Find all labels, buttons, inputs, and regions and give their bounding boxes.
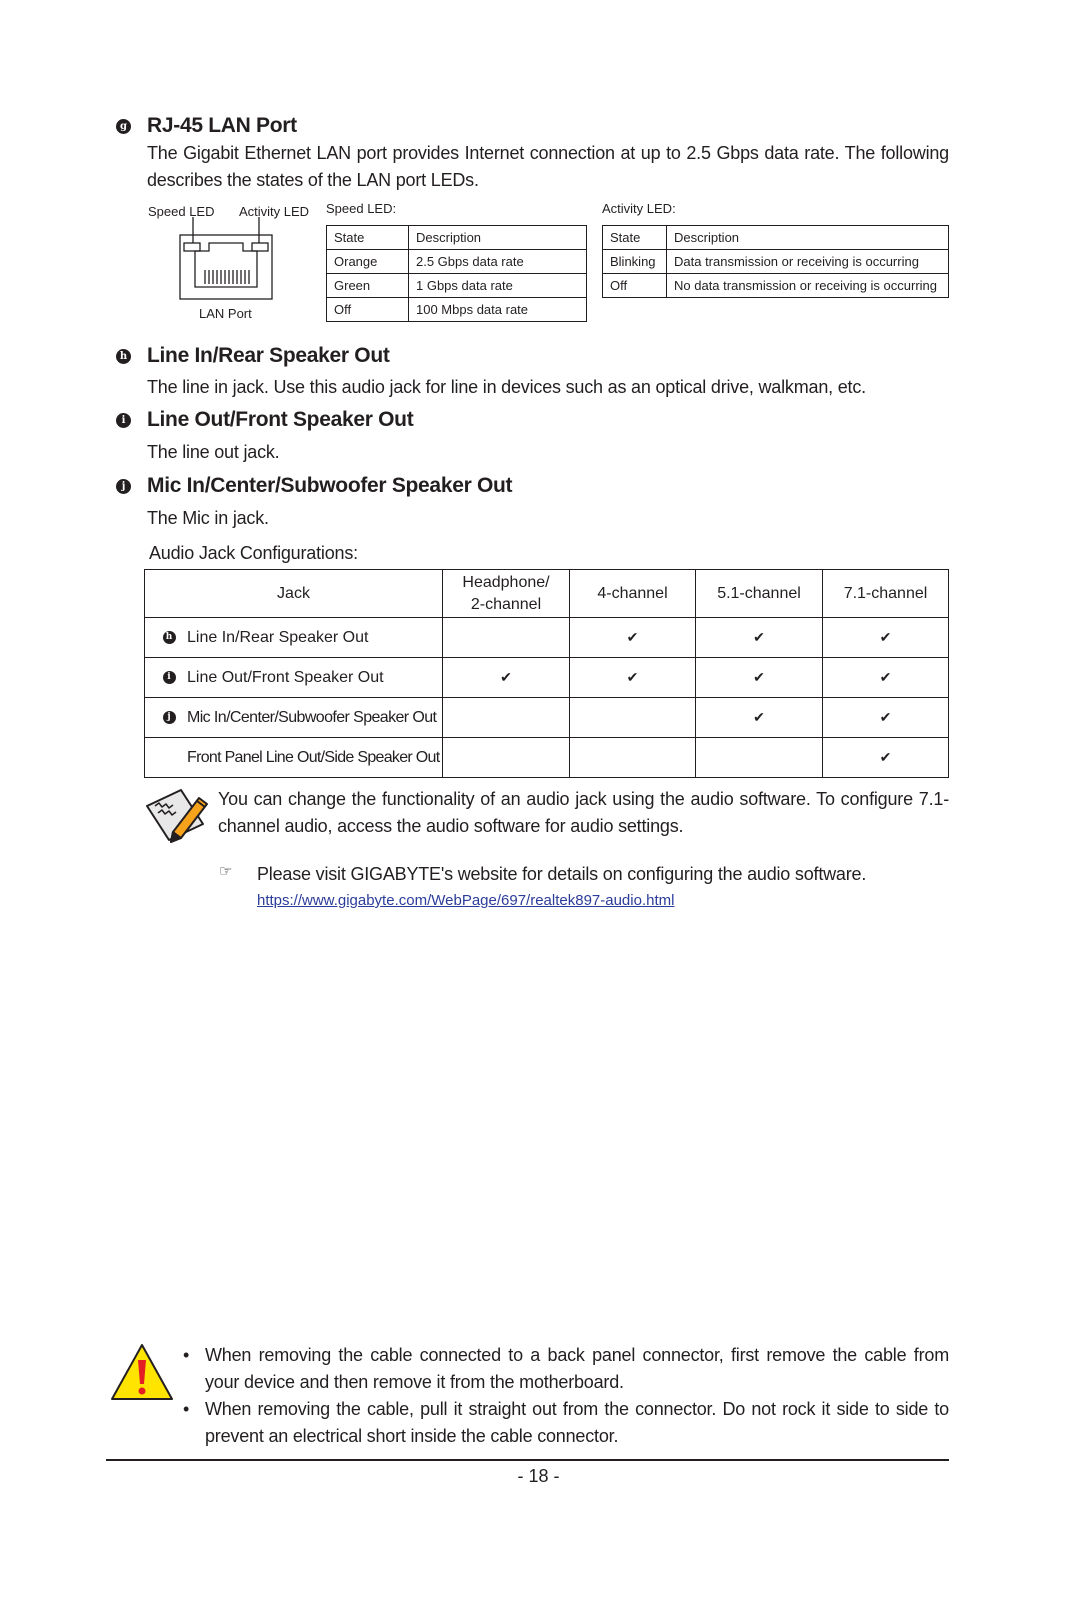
section-marker-h: h	[116, 349, 131, 364]
table-header-row	[145, 570, 949, 618]
check-cell	[696, 738, 823, 778]
check-cell: ✔	[823, 618, 949, 658]
section-marker-j: j	[116, 479, 131, 494]
table-row	[145, 618, 949, 658]
check-cell: ✔	[696, 698, 823, 738]
table-row	[327, 250, 587, 274]
description-cell: No data transmission or receiving is occurring	[667, 274, 949, 298]
line-in-description: The line in jack. Use this audio jack for line in devices such as an optical drive, walkman, etc.	[147, 377, 866, 397]
line-out-title: Line Out/Front Speaker Out	[147, 408, 414, 431]
check-cell: ✔	[443, 658, 570, 698]
mic-in-title: Mic In/Center/Subwoofer Speaker Out	[147, 474, 513, 497]
table-row	[145, 698, 949, 738]
description-cell: 2.5 Gbps data rate	[409, 250, 587, 274]
header-cell: State	[603, 226, 667, 250]
check-cell	[443, 698, 570, 738]
state-cell: Off	[327, 298, 409, 322]
lan-description: The Gigabit Ethernet LAN port provides Internet connection at up to 2.5 Gbps data rate. The following describes the states of the LAN port LEDs.	[147, 143, 949, 190]
lan-port-diagram	[175, 215, 279, 305]
audio-config-caption: Audio Jack Configurations:	[149, 543, 358, 563]
header-2ch: Headphone/ 2-channel	[443, 570, 570, 618]
description-cell: 1 Gbps data rate	[409, 274, 587, 298]
header-71ch: 7.1-channel	[823, 570, 949, 618]
jack-name: Line Out/Front Speaker Out	[187, 668, 384, 686]
table-row	[145, 738, 949, 778]
check-cell: ✔	[823, 658, 949, 698]
footer-rule	[106, 1459, 949, 1461]
state-cell: Blinking	[603, 250, 667, 274]
activity-led-caption: Activity LED:	[602, 201, 676, 216]
check-cell: ✔	[570, 658, 696, 698]
mic-in-description: The Mic in jack.	[147, 508, 269, 528]
table-row	[603, 250, 949, 274]
line-out-description: The line out jack.	[147, 442, 280, 462]
table-header-row	[327, 226, 587, 250]
warning-item: • When removing the cable connected to a back panel connector, first remove the cable from your device and then remove it from the motherboard.	[183, 1342, 949, 1396]
jack-name: Line In/Rear Speaker Out	[187, 628, 369, 646]
speed-led-table	[326, 225, 587, 322]
description-cell: Data transmission or receiving is occurring	[667, 250, 949, 274]
state-cell: Green	[327, 274, 409, 298]
check-cell	[570, 698, 696, 738]
page-number: - 18 -	[517, 1466, 560, 1486]
jack-name: Mic In/Center/Subwoofer Speaker Out	[187, 708, 437, 726]
section-marker-i: i	[116, 413, 131, 428]
warning-item: • When removing the cable, pull it straight out from the connector. Do not rock it side to side to prevent an electrical short inside the cable connector.	[183, 1396, 949, 1450]
audio-config-table	[144, 569, 949, 778]
table-row	[327, 298, 587, 322]
activity-led-label: Activity LED	[239, 204, 310, 219]
table-row	[603, 274, 949, 298]
header-cell: Description	[667, 226, 949, 250]
state-cell: Orange	[327, 250, 409, 274]
check-cell: ✔	[696, 658, 823, 698]
check-cell: ✔	[570, 618, 696, 658]
activity-led-table	[602, 225, 949, 298]
state-cell: Off	[603, 274, 667, 298]
warning-icon	[109, 1342, 175, 1402]
jack-marker-j: j	[163, 711, 176, 724]
speed-led-caption: Speed LED:	[326, 201, 397, 216]
check-cell	[443, 738, 570, 778]
header-jack: Jack	[145, 570, 443, 618]
jack-name: Front Panel Line Out/Side Speaker Out	[187, 748, 440, 766]
lan-title: RJ-45 LAN Port	[147, 114, 297, 137]
check-cell	[443, 618, 570, 658]
lan-port-label: LAN Port	[199, 306, 252, 321]
header-51ch: 5.1-channel	[696, 570, 823, 618]
pointing-hand-icon: ☞	[219, 863, 233, 880]
audio-software-link[interactable]: https://www.gigabyte.com/WebPage/697/realtek897-audio.html	[257, 892, 675, 909]
line-in-title: Line In/Rear Speaker Out	[147, 344, 390, 367]
description-cell: 100 Mbps data rate	[409, 298, 587, 322]
table-header-row	[603, 226, 949, 250]
header-cell: State	[327, 226, 409, 250]
speed-led-label: Speed LED	[148, 204, 215, 219]
section-marker-g: g	[116, 119, 131, 134]
header-cell: Description	[409, 226, 587, 250]
table-row	[145, 658, 949, 698]
check-cell: ✔	[823, 698, 949, 738]
check-cell: ✔	[696, 618, 823, 658]
warning-list	[183, 1342, 949, 1450]
note-text: You can change the functionality of an audio jack using the audio software. To configure 7.1-channel audio, access the audio software for audio settings.	[218, 789, 949, 836]
note-pencil-icon	[143, 786, 213, 844]
header-4ch: 4-channel	[570, 570, 696, 618]
check-cell	[570, 738, 696, 778]
check-cell: ✔	[823, 738, 949, 778]
table-row	[327, 274, 587, 298]
visit-text: Please visit GIGABYTE's website for details on configuring the audio software.	[257, 864, 867, 884]
jack-marker-i: i	[163, 671, 176, 684]
jack-marker-h: h	[163, 631, 176, 644]
